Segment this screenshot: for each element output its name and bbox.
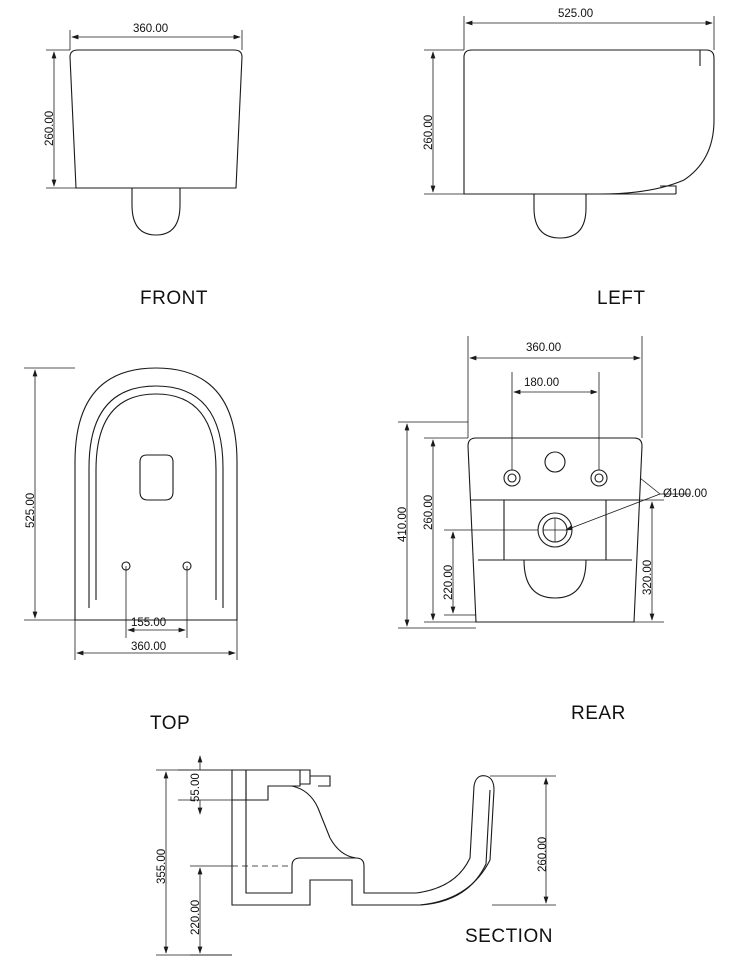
- dim-section-overall-height: 355.00: [156, 848, 168, 884]
- rear-total-height-dimension: [398, 422, 476, 628]
- rear-outlet-diameter-leader: [566, 478, 690, 530]
- dim-rear-side-height: 320.00: [642, 559, 654, 595]
- left-view-geometry: [464, 50, 714, 238]
- dim-left-height: 260.00: [423, 114, 435, 150]
- dim-front-width: 360.00: [133, 23, 169, 35]
- dim-rear-height: 260.00: [423, 494, 435, 530]
- view-label-rear: REAR: [571, 703, 626, 724]
- dim-left-length: 525.00: [558, 8, 594, 20]
- view-label-left: LEFT: [597, 288, 646, 309]
- section-view-geometry: [232, 770, 494, 905]
- view-label-section: SECTION: [465, 926, 553, 947]
- section-inlet-height-dimension: [178, 756, 232, 814]
- dim-rear-width: 360.00: [526, 342, 562, 354]
- dim-section-outlet-height: 220.00: [190, 899, 202, 935]
- dim-front-height: 260.00: [44, 110, 56, 146]
- dim-top-length: 525.00: [25, 492, 37, 528]
- front-view-geometry: [70, 50, 242, 235]
- view-label-top: TOP: [150, 713, 191, 734]
- dim-section-inlet-height: 55.00: [190, 773, 202, 802]
- dim-rear-bolt-spacing: 180.00: [524, 377, 560, 389]
- view-label-front: FRONT: [140, 288, 208, 309]
- left-length-dimension: [464, 16, 714, 50]
- top-view-geometry: [75, 368, 237, 620]
- rear-outlet-height-dimension: [444, 530, 538, 615]
- dim-top-bolt-spacing: 155.00: [131, 617, 167, 629]
- dim-top-width: 360.00: [131, 641, 167, 653]
- dim-section-body-height: 260.00: [537, 836, 549, 872]
- dim-rear-total-height: 410.00: [397, 506, 409, 542]
- dim-rear-outlet-diameter: Ø100.00: [663, 488, 708, 500]
- dim-rear-outlet-height: 220.00: [443, 564, 455, 600]
